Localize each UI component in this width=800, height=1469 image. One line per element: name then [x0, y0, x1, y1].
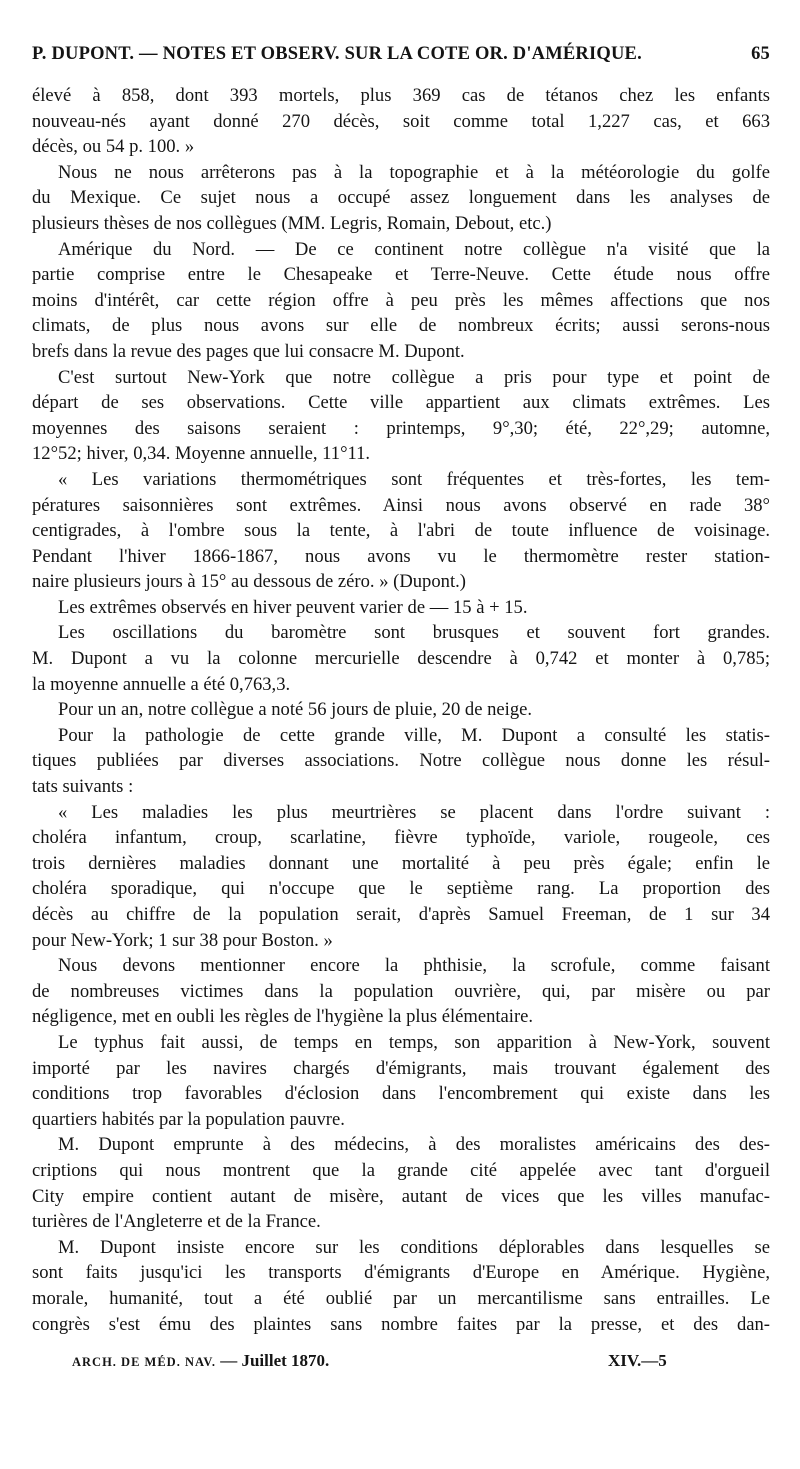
text-line: décès, ou 54 p. 100. » [32, 136, 195, 158]
text-line: M. Dupont a vu la colonne mercurielle descendre à 0,742 et monter à 0,785; [32, 648, 770, 670]
text-line: Les oscillations du baromètre sont brusques et souvent fort grandes. [58, 622, 770, 644]
body-text [32, 83, 770, 1337]
page-number: 65 [751, 44, 770, 64]
text-line: M. Dupont emprunte à des médecins, à des moralistes américains des des- [58, 1134, 770, 1156]
text-line: choléra sporadique, qui n'occupe que le septième rang. La proportion des [32, 878, 770, 900]
text-line: 12°52; hiver, 0,34. Moyenne annuelle, 11°11. [32, 443, 371, 465]
text-line: congrès s'est ému des plaintes sans nombre faites par la presse, et des dan- [32, 1313, 770, 1335]
text-line: quartiers habités par la population pauvre. [32, 1108, 345, 1130]
text-line: départ de ses observations. Cette ville appartient aux climats extrêmes. Les [32, 392, 770, 414]
text-line: de nombreuses victimes dans la population ouvrière, qui, par misère ou par [32, 980, 770, 1002]
text-line: tats suivants : [32, 776, 134, 798]
text-line: trois dernières maladies donnant une mortalité à peu près égale; enfin le [32, 852, 770, 874]
text-line: décès au chiffre de la population serait, d'après Samuel Freeman, de 1 sur 34 [32, 904, 770, 925]
running-footer [72, 1351, 672, 1371]
text-line: conditions trop favorables d'éclosion dans l'encombrement qui existe dans les [32, 1083, 770, 1105]
text-line: « Les maladies les plus meurtrières se placent dans l'ordre suivant : [58, 801, 770, 823]
text-line: Amérique du Nord. — De ce continent notre collègue n'a visité que la [58, 238, 770, 260]
text-line: sont faits jusqu'ici les transports d'émigrants d'Europe en Amérique. Hygiène, [32, 1262, 770, 1284]
text-line: Pour la pathologie de cette grande ville, M. Dupont a consulté les statis- [58, 724, 770, 746]
text-line: « Les variations thermométriques sont fréquentes et très-fortes, les tem- [58, 468, 770, 490]
running-header [32, 44, 770, 65]
text-line: choléra infantum, croup, scarlatine, fièvre typhoïde, variole, rougeole, ces [32, 827, 770, 849]
text-line: pératures saisonnières sont extrêmes. Ainsi nous avons observé en rade 38° [32, 494, 770, 516]
text-line: partie comprise entre le Chesapeake et Terre-Neuve. Cette étude nous offre [32, 264, 770, 286]
text-line: naire plusieurs jours à 15° au dessous de zéro. » (Dupont.) [32, 571, 466, 593]
text-line: moins d'intérêt, car cette région offre à peu près les mêmes affections que nos [32, 289, 770, 311]
text-line: brefs dans la revue des pages que lui consacre M. Dupont. [32, 340, 465, 362]
text-line: climats, de plus nous avons sur elle de nombreux écrits; aussi serons-nous [32, 315, 770, 337]
text-line: Nous ne nous arrêterons pas à la topographie et à la météorologie du golfe [58, 161, 770, 183]
text-line: C'est surtout New-York que notre collègue a pris pour type et point de [58, 366, 770, 388]
footer-date: — Juillet 1870. [220, 1351, 330, 1370]
footer-tome: XIV.—5 [608, 1351, 667, 1370]
text-line: Les extrêmes observés en hiver peuvent varier de — 15 à + 15. [58, 596, 528, 618]
text-line: importé par les navires chargés d'émigrants, mais trouvant également des [32, 1057, 770, 1079]
text-line: Le typhus fait aussi, de temps en temps, son apparition à New-York, souvent [58, 1031, 770, 1053]
text-line: la moyenne annuelle a été 0,763,3. [32, 673, 291, 695]
text-line: tiques publiées par diverses associations. Notre collègue nous donne les résul- [32, 750, 770, 772]
footer-journal: ARCH. DE MÉD. NAV. [72, 1355, 216, 1369]
text-line: morale, humanité, tout a été oublié par un mercantilisme sans entrailles. Le [32, 1287, 770, 1309]
text-line: Pour un an, notre collègue a noté 56 jours de pluie, 20 de neige. [58, 699, 533, 721]
text-line: négligence, met en oubli les règles de l'hygiène la plus élémentaire. [32, 1006, 534, 1028]
text-line: City empire contient autant de misère, autant de vices que les villes manufac- [32, 1185, 770, 1207]
text-line: plusieurs thèses de nos collègues (MM. Legris, Romain, Debout, etc.) [32, 212, 552, 234]
text-line: criptions qui nous montrent que la grande cité appelée avec tant d'orgueil [32, 1159, 770, 1181]
text-line: M. Dupont insiste encore sur les conditions déplorables dans lesquelles se [58, 1236, 770, 1258]
text-line: du Mexique. Ce sujet nous a occupé assez longuement dans les analyses de [32, 187, 770, 209]
text-line: nouveau-nés ayant donné 270 décès, soit comme total 1,227 cas, et 663 [32, 110, 770, 132]
text-line: turières de l'Angleterre et de la France. [32, 1211, 321, 1233]
text-line: centigrades, à l'ombre sous la tente, à l'abri de toute influence de voisinage. [32, 520, 770, 542]
running-title: P. DUPONT. — NOTES ET OBSERV. SUR LA COTE OR. D'AMÉRIQUE. [32, 44, 642, 64]
text-line: Nous devons mentionner encore la phthisie, la scrofule, comme faisant [58, 955, 770, 977]
text-line: élevé à 858, dont 393 mortels, plus 369 cas de tétanos chez les enfants [32, 85, 770, 106]
text-line: pour New-York; 1 sur 38 pour Boston. » [32, 929, 333, 951]
text-line: moyennes des saisons seraient : printemps, 9°,30; été, 22°,29; automne, [32, 417, 770, 439]
text-line: Pendant l'hiver 1866-1867, nous avons vu le thermomètre rester station- [32, 545, 770, 567]
